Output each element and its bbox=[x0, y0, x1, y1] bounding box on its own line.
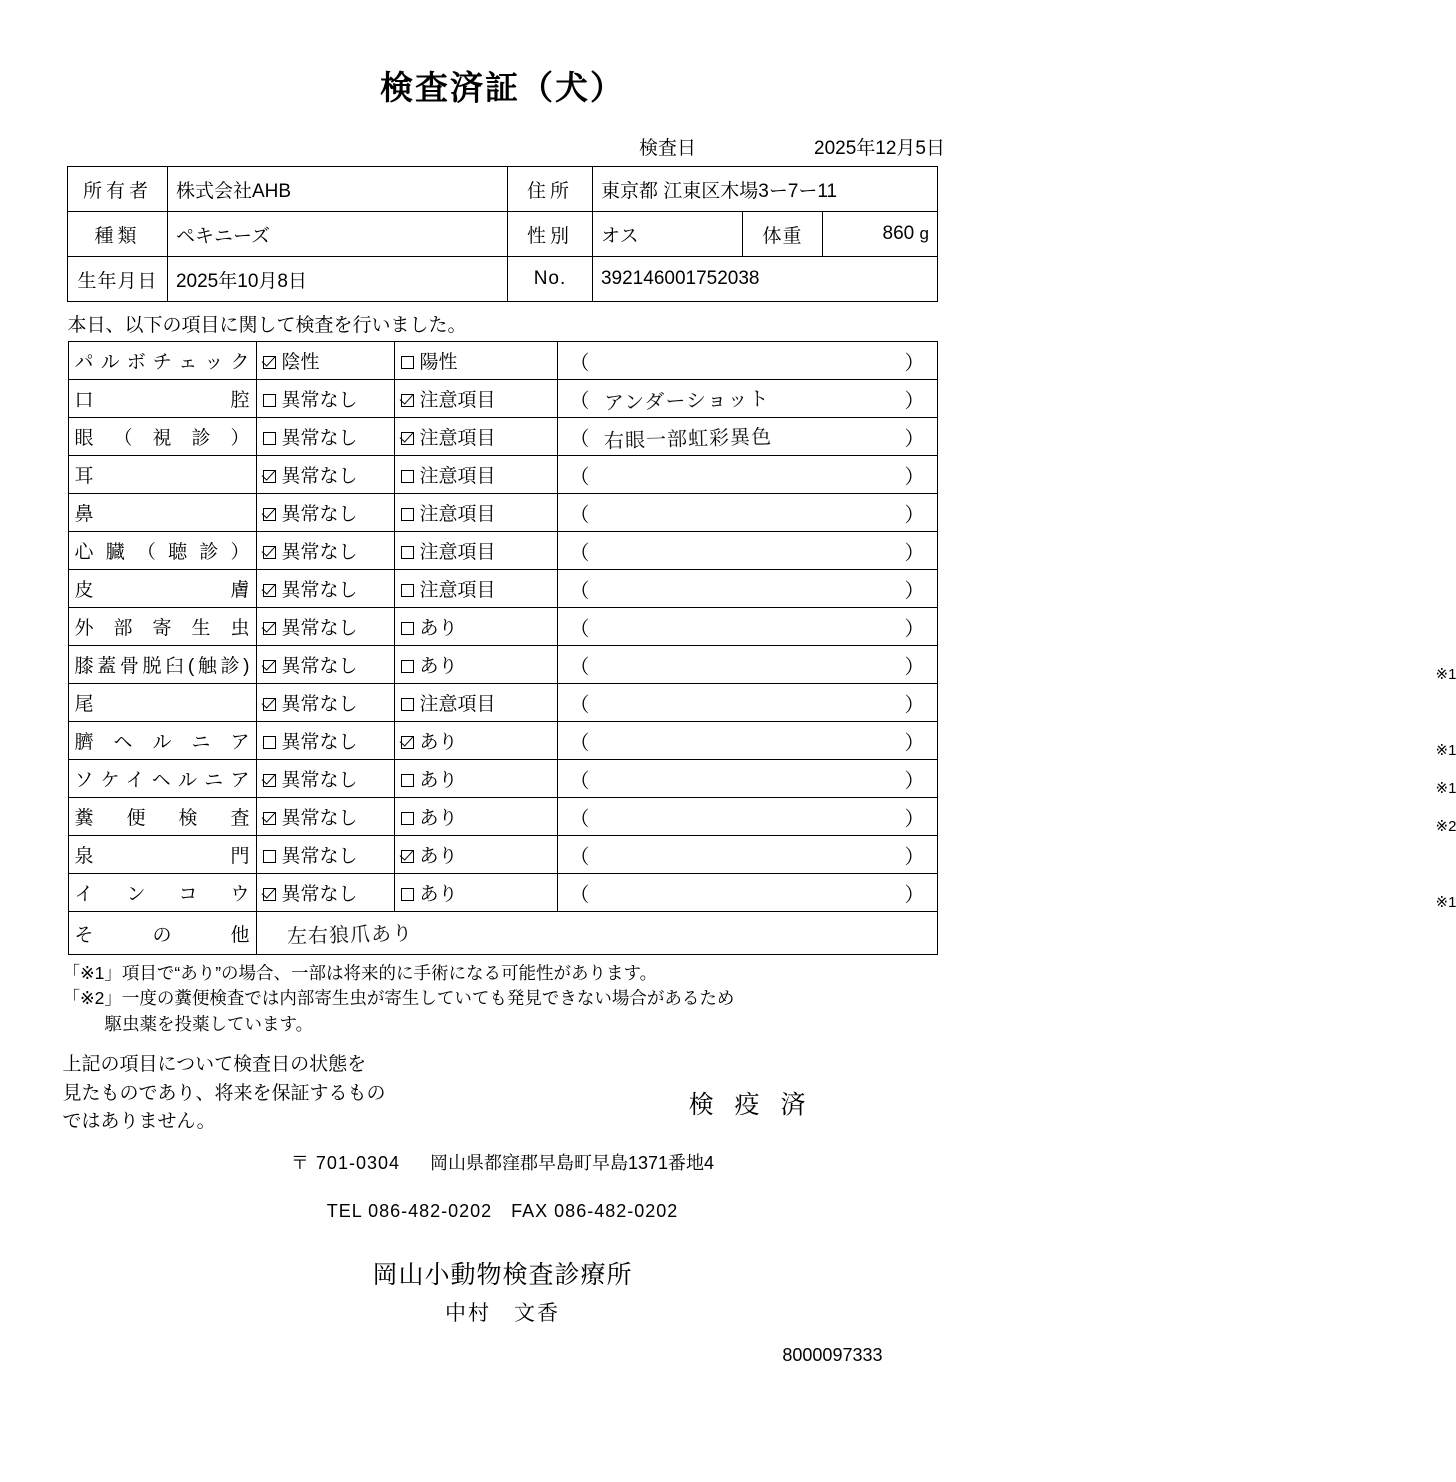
checkbox-option-2[interactable] bbox=[401, 546, 414, 559]
option-cell[interactable] bbox=[394, 570, 557, 608]
item-label: 尾 bbox=[68, 684, 256, 722]
bottom-section bbox=[63, 1051, 943, 1366]
paren-open: （ bbox=[570, 612, 590, 641]
paren-close: ） bbox=[905, 802, 925, 831]
item-label: 皮膚 bbox=[68, 570, 256, 608]
option-label: あり bbox=[420, 618, 458, 639]
option-cell[interactable] bbox=[394, 456, 557, 494]
option-label: 異常なし bbox=[282, 504, 358, 525]
checkbox-option-1[interactable] bbox=[263, 622, 276, 635]
note-cell[interactable] bbox=[557, 456, 937, 494]
item-label: 膝蓋骨脱臼(触診) bbox=[68, 646, 256, 684]
option-cell[interactable] bbox=[256, 418, 394, 456]
no-label: No. bbox=[507, 257, 592, 302]
item-label: パルボチェック bbox=[68, 342, 256, 380]
checkbox-option-2[interactable] bbox=[401, 698, 414, 711]
handwritten-note: アンダーショット bbox=[603, 382, 769, 415]
checkbox-option-2[interactable] bbox=[401, 470, 414, 483]
note-cell[interactable] bbox=[557, 836, 937, 874]
table-row bbox=[68, 874, 937, 912]
option-label: あり bbox=[420, 846, 458, 867]
checkbox-option-2[interactable] bbox=[401, 356, 414, 369]
breed-value: ペキニーズ bbox=[167, 212, 507, 257]
handwritten-note: 右眼一部虹彩異色 bbox=[603, 420, 772, 453]
paren-open: （ bbox=[570, 878, 590, 907]
option-label: 異常なし bbox=[282, 656, 358, 677]
footnote-marker: ※2 bbox=[1436, 817, 1456, 835]
checkbox-option-1[interactable] bbox=[263, 736, 276, 749]
paren-open: （ bbox=[570, 764, 590, 793]
option-label: あり bbox=[420, 884, 458, 905]
note-cell[interactable] bbox=[557, 722, 937, 760]
item-label: 臍ヘルニア bbox=[68, 722, 256, 760]
table-row bbox=[68, 532, 937, 570]
option-cell[interactable] bbox=[256, 798, 394, 836]
checkbox-option-1[interactable] bbox=[263, 394, 276, 407]
postal-code: 〒 701-0304 bbox=[291, 1153, 400, 1173]
checkbox-option-2[interactable] bbox=[401, 736, 414, 749]
footnote-3: 駆虫薬を投薬しています。 bbox=[63, 1012, 943, 1037]
footnote-1: 「※1」項目で“あり”の場合、一部は将来的に手術になる可能性があります。 bbox=[63, 961, 943, 986]
checkbox-option-1[interactable] bbox=[263, 470, 276, 483]
paren-open: （ bbox=[570, 422, 590, 451]
weight-value: 860 bbox=[883, 223, 915, 244]
paren-open: （ bbox=[570, 536, 590, 565]
owner-row bbox=[67, 167, 937, 212]
option-label: 異常なし bbox=[282, 542, 358, 563]
paren-open: （ bbox=[570, 726, 590, 755]
option-cell[interactable] bbox=[394, 874, 557, 912]
option-cell[interactable] bbox=[394, 836, 557, 874]
checkbox-option-2[interactable] bbox=[401, 660, 414, 673]
birth-row bbox=[67, 257, 937, 302]
paren-close: ） bbox=[905, 498, 925, 527]
sex-value: オス bbox=[592, 212, 742, 257]
option-label: 注意項目 bbox=[420, 542, 496, 563]
address-value: 東京都 江東区木場3ー7ー11 bbox=[592, 167, 937, 212]
disclaimer-line: 見たものであり、将来を保証するもの bbox=[63, 1080, 493, 1109]
option-label: あり bbox=[420, 732, 458, 753]
option-label: 異常なし bbox=[282, 846, 358, 867]
paren-close: ） bbox=[905, 574, 925, 603]
option-cell[interactable] bbox=[394, 646, 557, 684]
certificate-page bbox=[0, 62, 1005, 1482]
note-cell[interactable] bbox=[557, 760, 937, 798]
note-cell[interactable] bbox=[557, 380, 937, 418]
option-label: 陽性 bbox=[420, 352, 458, 373]
inspection-date-label: 検査日 bbox=[639, 133, 696, 160]
checkbox-option-2[interactable] bbox=[401, 432, 414, 445]
table-row bbox=[68, 798, 937, 836]
inspection-items-table bbox=[68, 341, 938, 955]
option-cell[interactable] bbox=[256, 684, 394, 722]
option-cell[interactable] bbox=[256, 646, 394, 684]
note-cell[interactable] bbox=[557, 494, 937, 532]
item-label: 眼（視診） bbox=[68, 418, 256, 456]
disclaimer-line: 上記の項目について検査日の状態を bbox=[63, 1051, 493, 1080]
clinic-address bbox=[63, 1149, 943, 1175]
item-label: 糞便検査 bbox=[68, 798, 256, 836]
item-label: インコウ bbox=[68, 874, 256, 912]
paren-close: ） bbox=[905, 650, 925, 679]
note-cell[interactable] bbox=[557, 874, 937, 912]
footnote-2: 「※2」一度の糞便検査では内部寄生虫が寄生していても発見できない場合があるため bbox=[63, 986, 943, 1011]
paren-open: （ bbox=[570, 802, 590, 831]
paren-close: ） bbox=[905, 460, 925, 489]
footnote-marker: ※1 bbox=[1436, 741, 1456, 759]
table-row bbox=[68, 570, 937, 608]
paren-close: ） bbox=[905, 878, 925, 907]
checkbox-option-1[interactable] bbox=[263, 698, 276, 711]
breed-label: 種類 bbox=[67, 212, 167, 257]
option-cell[interactable] bbox=[256, 494, 394, 532]
paren-open: （ bbox=[570, 650, 590, 679]
note-cell[interactable] bbox=[557, 646, 937, 684]
option-label: 注意項目 bbox=[420, 428, 496, 449]
option-cell[interactable] bbox=[394, 380, 557, 418]
paren-open: （ bbox=[570, 688, 590, 717]
option-label: 異常なし bbox=[282, 884, 358, 905]
footnote-marker: ※1 bbox=[1436, 893, 1456, 911]
breed-row bbox=[67, 212, 937, 257]
checkbox-option-1[interactable] bbox=[263, 888, 276, 901]
paren-open: （ bbox=[570, 574, 590, 603]
table-row bbox=[68, 456, 937, 494]
footnote-marker: ※1 bbox=[1436, 779, 1456, 797]
checkbox-option-1[interactable] bbox=[263, 660, 276, 673]
checkbox-option-2[interactable] bbox=[401, 774, 414, 787]
birth-label: 生年月日 bbox=[67, 257, 167, 302]
intro-text: 本日、以下の項目に関して検査を行いました。 bbox=[68, 310, 938, 337]
item-label: 外部寄生虫 bbox=[68, 608, 256, 646]
option-label: 注意項目 bbox=[420, 504, 496, 525]
option-label: 注意項目 bbox=[420, 390, 496, 411]
item-label: 耳 bbox=[68, 456, 256, 494]
weight-value-cell bbox=[822, 212, 937, 257]
clinic-name: 岡山小動物検査診療所 bbox=[63, 1255, 943, 1291]
checkbox-option-1[interactable] bbox=[263, 850, 276, 863]
table-row bbox=[68, 836, 937, 874]
option-label: 注意項目 bbox=[420, 694, 496, 715]
table-row bbox=[68, 342, 937, 380]
checkbox-option-1[interactable] bbox=[263, 356, 276, 369]
disclaimer-text bbox=[63, 1051, 493, 1137]
option-cell[interactable] bbox=[256, 532, 394, 570]
option-cell[interactable] bbox=[394, 532, 557, 570]
paren-open: （ bbox=[570, 498, 590, 527]
table-row bbox=[68, 608, 937, 646]
table-row bbox=[68, 684, 937, 722]
option-cell[interactable] bbox=[394, 684, 557, 722]
option-cell[interactable] bbox=[394, 608, 557, 646]
option-label: 異常なし bbox=[282, 808, 358, 829]
option-cell[interactable] bbox=[256, 380, 394, 418]
checkbox-option-1[interactable] bbox=[263, 546, 276, 559]
option-label: 異常なし bbox=[282, 618, 358, 639]
owner-label: 所有者 bbox=[67, 167, 167, 212]
table-row bbox=[68, 646, 937, 684]
checkbox-option-2[interactable] bbox=[401, 622, 414, 635]
note-cell[interactable] bbox=[557, 418, 937, 456]
option-label: あり bbox=[420, 656, 458, 677]
other-label: その他 bbox=[68, 912, 256, 955]
option-cell[interactable] bbox=[256, 456, 394, 494]
option-label: 異常なし bbox=[282, 770, 358, 791]
note-cell[interactable] bbox=[557, 798, 937, 836]
option-label: あり bbox=[420, 808, 458, 829]
option-label: 異常なし bbox=[282, 732, 358, 753]
footnotes bbox=[63, 961, 943, 1037]
paren-close: ） bbox=[905, 764, 925, 793]
note-cell[interactable] bbox=[557, 570, 937, 608]
option-label: 異常なし bbox=[282, 466, 358, 487]
option-label: 異常なし bbox=[282, 390, 358, 411]
checkbox-option-2[interactable] bbox=[401, 850, 414, 863]
option-cell[interactable] bbox=[256, 760, 394, 798]
checkbox-option-2[interactable] bbox=[401, 508, 414, 521]
other-value-cell[interactable] bbox=[256, 912, 937, 955]
address-full: 岡山県都窪郡早島町早島1371番地4 bbox=[430, 1153, 714, 1173]
table-row bbox=[68, 494, 937, 532]
tel-fax: TEL 086-482-0202 FAX 086-482-0202 bbox=[63, 1197, 943, 1223]
checkbox-option-1[interactable] bbox=[263, 774, 276, 787]
checkbox-option-1[interactable] bbox=[263, 432, 276, 445]
disclaimer-line: ではありません。 bbox=[63, 1108, 493, 1137]
item-label: 心臓（聴診） bbox=[68, 532, 256, 570]
option-label: 異常なし bbox=[282, 580, 358, 601]
item-label: 口腔 bbox=[68, 380, 256, 418]
paren-close: ） bbox=[905, 384, 925, 413]
paren-open: （ bbox=[570, 840, 590, 869]
option-cell[interactable] bbox=[394, 760, 557, 798]
option-cell[interactable] bbox=[394, 722, 557, 760]
serial-number: 8000097333 bbox=[63, 1345, 943, 1366]
item-label: ソケイヘルニア bbox=[68, 760, 256, 798]
table-row bbox=[68, 722, 937, 760]
option-label: 異常なし bbox=[282, 428, 358, 449]
table-row bbox=[68, 418, 937, 456]
no-value: 392146001752038 bbox=[592, 257, 937, 302]
quarantine-stamp: 検 疫 済 bbox=[689, 1085, 813, 1121]
header-table bbox=[67, 166, 938, 302]
option-label: あり bbox=[420, 770, 458, 791]
paren-open: （ bbox=[570, 384, 590, 413]
option-label: 注意項目 bbox=[420, 580, 496, 601]
paren-close: ） bbox=[905, 726, 925, 755]
option-label: 陰性 bbox=[282, 352, 320, 373]
checkbox-option-2[interactable] bbox=[401, 888, 414, 901]
paren-close: ） bbox=[905, 612, 925, 641]
checkbox-option-2[interactable] bbox=[401, 584, 414, 597]
paren-open: （ bbox=[570, 460, 590, 489]
checkbox-option-2[interactable] bbox=[401, 394, 414, 407]
page-title: 検査済証（犬） bbox=[0, 62, 1005, 109]
address-label: 住所 bbox=[507, 167, 592, 212]
weight-unit: g bbox=[920, 224, 929, 243]
paren-close: ） bbox=[905, 840, 925, 869]
inspection-date bbox=[0, 133, 945, 160]
note-cell[interactable] bbox=[557, 532, 937, 570]
checkbox-option-2[interactable] bbox=[401, 812, 414, 825]
other-row bbox=[68, 912, 937, 955]
option-label: 注意項目 bbox=[420, 466, 496, 487]
paren-close: ） bbox=[905, 536, 925, 565]
option-cell[interactable] bbox=[394, 342, 557, 380]
inspection-date-value: 2025年12月5日 bbox=[814, 133, 945, 160]
owner-value: 株式会社AHB bbox=[167, 167, 507, 212]
paren-close: ） bbox=[905, 422, 925, 451]
footnote-marker: ※1 bbox=[1436, 665, 1456, 683]
person-name: 中村 文香 bbox=[63, 1297, 943, 1327]
note-cell[interactable] bbox=[557, 684, 937, 722]
paren-open: （ bbox=[570, 346, 590, 375]
option-cell[interactable] bbox=[256, 722, 394, 760]
handwritten-other: 左右狼爪あり bbox=[286, 917, 413, 949]
option-cell[interactable] bbox=[256, 836, 394, 874]
option-label: 異常なし bbox=[282, 694, 358, 715]
option-cell[interactable] bbox=[394, 798, 557, 836]
option-cell[interactable] bbox=[256, 608, 394, 646]
weight-label: 体重 bbox=[742, 212, 822, 257]
item-label: 鼻 bbox=[68, 494, 256, 532]
paren-close: ） bbox=[905, 346, 925, 375]
birth-value: 2025年10月8日 bbox=[167, 257, 507, 302]
checkbox-option-1[interactable] bbox=[263, 584, 276, 597]
option-cell[interactable] bbox=[256, 874, 394, 912]
option-cell[interactable] bbox=[256, 570, 394, 608]
sex-label: 性別 bbox=[507, 212, 592, 257]
option-cell[interactable] bbox=[256, 342, 394, 380]
table-row bbox=[68, 760, 937, 798]
checkbox-option-1[interactable] bbox=[263, 508, 276, 521]
checkbox-option-1[interactable] bbox=[263, 812, 276, 825]
table-row bbox=[68, 380, 937, 418]
note-cell[interactable] bbox=[557, 608, 937, 646]
item-label: 泉門 bbox=[68, 836, 256, 874]
option-cell[interactable] bbox=[394, 418, 557, 456]
paren-close: ） bbox=[905, 688, 925, 717]
option-cell[interactable] bbox=[394, 494, 557, 532]
note-cell[interactable] bbox=[557, 342, 937, 380]
